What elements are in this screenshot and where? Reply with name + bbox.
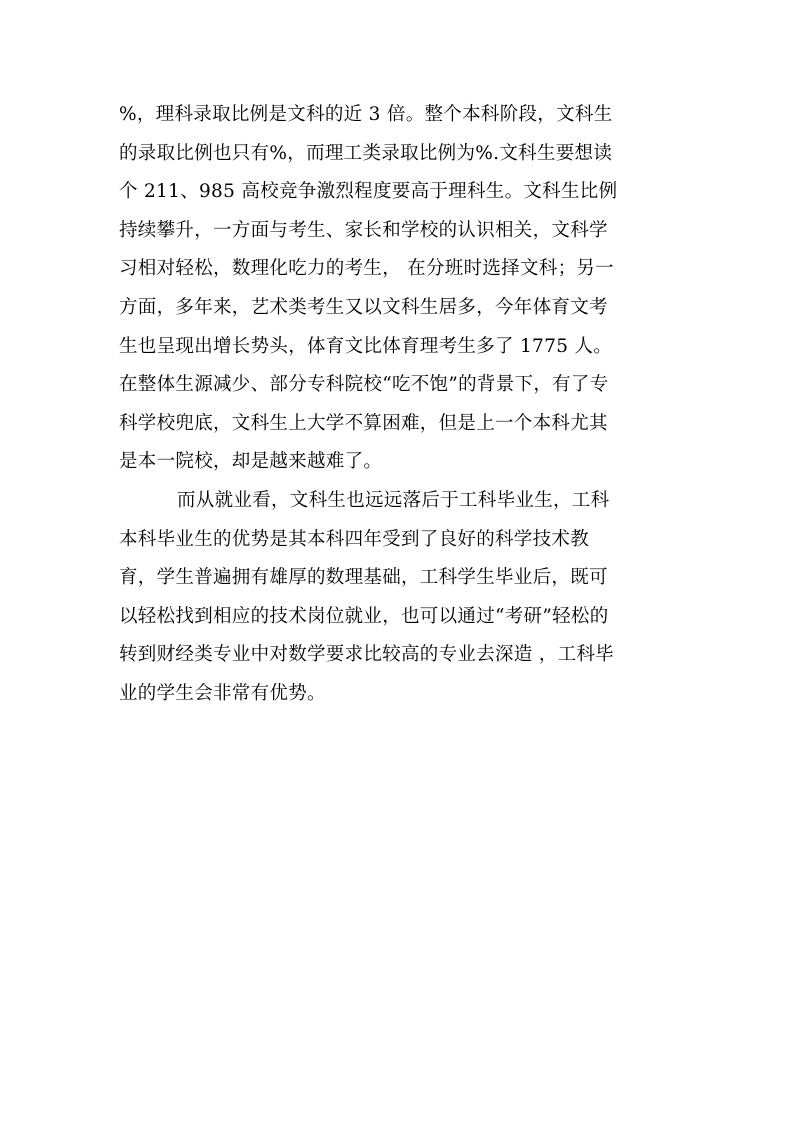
text-line: 转到财经类专业中对数学要求比较高的专业去深造 ，工科毕 bbox=[119, 644, 614, 666]
text-line-indented: 而从就业看，文科生也远远落后于工科毕业生，工科 bbox=[177, 489, 610, 511]
paragraph-2 bbox=[119, 482, 699, 714]
text-line: 习相对轻松，数理化吃力的考生， 在分班时选择文科；另一 bbox=[119, 258, 614, 280]
text-line: 个 211、985 高校竞争激烈程度要高于理科生。文科生比例 bbox=[119, 181, 618, 203]
text-line: 育，学生普遍拥有雄厚的数理基础，工科学生毕业后，既可 bbox=[119, 567, 608, 589]
text-line: %，理科录取比例是文科的近 3 倍。整个本科阶段，文科生 bbox=[119, 104, 613, 125]
text-line: 业的学生会非常有优势。 bbox=[119, 682, 326, 704]
text-line: 科学校兜底，文科生上大学不算困难，但是上一个本科尤其 bbox=[119, 412, 608, 434]
text-line: 持续攀升，一方面与考生、家长和学校的认识相关，文科学 bbox=[119, 219, 608, 241]
body-text bbox=[119, 96, 699, 714]
text-line: 的录取比例也只有%，而理工类录取比例为%.文科生要想读 bbox=[119, 142, 613, 164]
text-line: 本科毕业生的优势是其本科四年受到了良好的科学技术教 bbox=[119, 528, 590, 550]
paragraph-1 bbox=[119, 96, 699, 482]
text-line: 在整体生源减少、部分专科院校“吃不饱”的背景下，有了专 bbox=[119, 374, 609, 396]
text-line: 方面，多年来，艺术类考生又以文科生居多，今年体育文考 bbox=[119, 296, 608, 318]
text-line: 以轻松找到相应的技术岗位就业，也可以通过“考研”轻松的 bbox=[119, 605, 609, 627]
text-line: 生也呈现出增长势头，体育文比体育理考生多了 1775 人。 bbox=[119, 335, 613, 357]
text-line: 是本一院校，却是越来越难了。 bbox=[119, 451, 383, 473]
